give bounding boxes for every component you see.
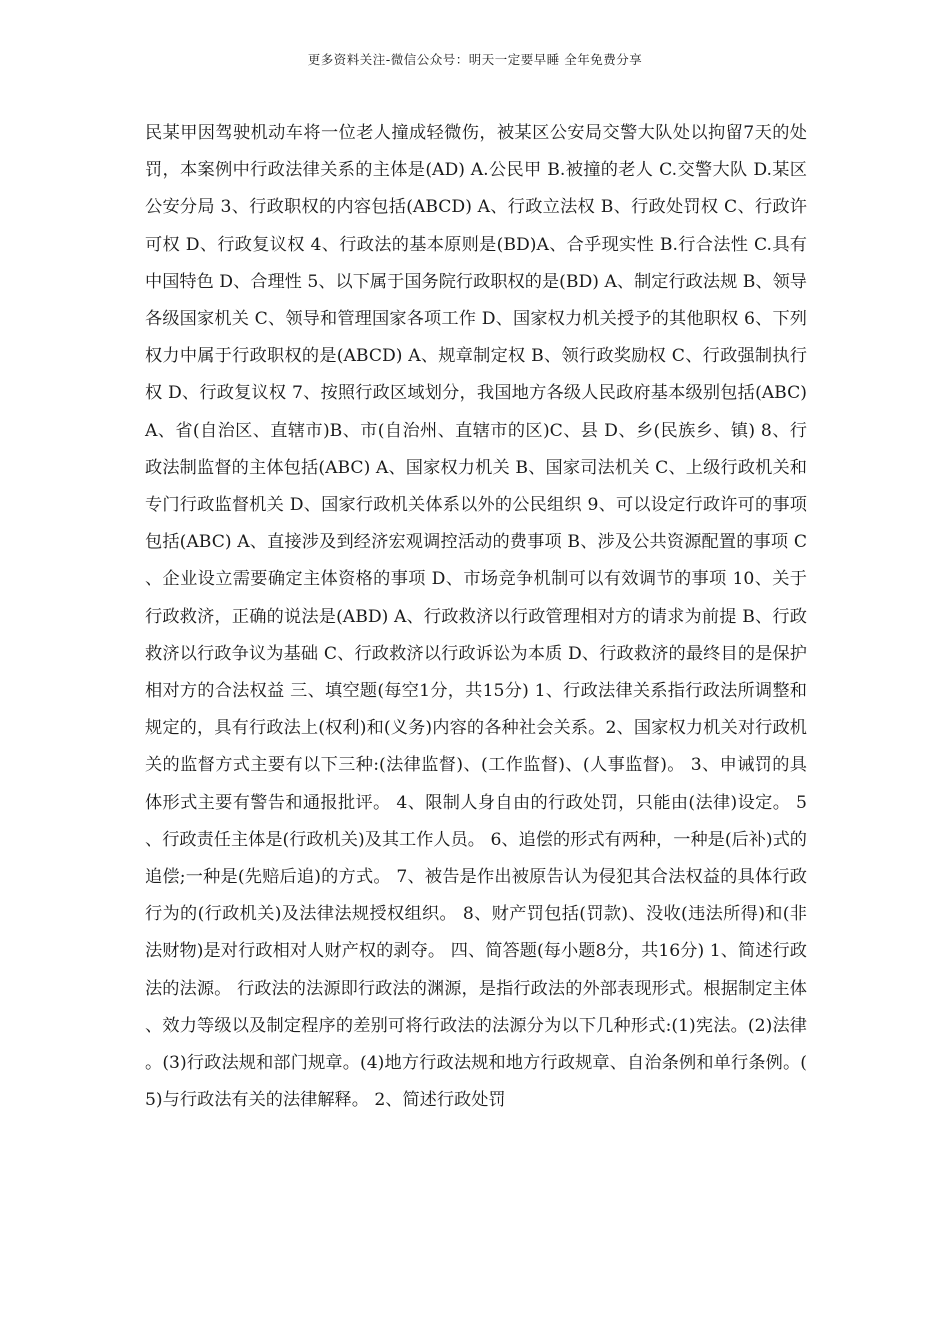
document-body: 民某甲因驾驶机动车将一位老人撞成轻微伤，被某区公安局交警大队处以拘留7天的处罚，本案例中行政法律关系的主体是(AD) A.公民甲 B.被撞的老人 C.交警大队 D.某区公安分局 3、行政职权的内容包括(ABCD) A、行政立法权 B、行政处罚权 C、行政许可权 D、行政复议权 4、行政法的基本原则是(BD)A、合乎现实性 B.行合法性 C.具有中国特色 D、合理性 5、以下属于国务院行政职权的是(BD) A、制定行政法规 B、领导各级国家机关 C、领导和管理国家各项工作 D、国家权力机关授予的其他职权 6、下列权力中属于行政职权的是(ABCD) A、规章制定权 B、领行政奖励权 C、行政强制执行权 D、行政复议权 7、按照行政区域划分，我国地方各级人民政府基本级别包括(ABC) A、省(自治区、直辖市)B、市(自治州、直辖市的区)C、县 D、乡(民族乡、镇) 8、行政法制监督的主体包括(ABC) A、国家权力机关 B、国家司法机关 C、上级行政机关和专门行政监督机关 D、国家行政机关体系以外的公民组织 9、可以设定行政许可的事项包括(ABC) A、直接涉及到经济宏观调控活动的费事项 B、涉及公共资源配置的事项 C、企业设立需要确定主体资格的事项 D、市场竞争机制可以有效调节的事项 10、关于行政救济，正确的说法是(ABD) A、行政救济以行政管理相对方的请求为前提 B、行政救济以行政争议为基础 C、行政救济以行政诉讼为本质 D、行政救济的最终目的是保护相对方的合法权益 三、填空题(每空1分，共15分) 1、行政法律关系指行政法所调整和规定的，具有行政法上(权利)和(义务)内容的各种社会关系。2、国家权力机关对行政机关的监督方式主要有以下三种:(法律监督)、(工作监督)、(人事监督)。 3、申诫罚的具体形式主要有警告和通报批评。 4、限制人身自由的行政处罚，只能由(法律)设定。 5、行政责任主体是(行政机关)及其工作人员。 6、追偿的形式有两种，一种是(后补)式的追偿;一种是(先赔后追)的方式。 7、被告是作出被原告认为侵犯其合法权益的具体行政行为的(行政机关)及法律法规授权组织。 8、财产罚包括(罚款)、没收(违法所得)和(非法财物)是对行政相对人财产权的剥夺。 四、简答题(每小题8分，共16分) 1、简述行政法的法源。 行政法的法源即行政法的渊源，是指行政法的外部表现形式。根据制定主体、效力等级以及制定程序的差别可将行政法的法源分为以下几种形式:(1)宪法。(2)法律。(3)行政法规和部门规章。(4)地方行政法规和地方行政规章、自治条例和单行条例。(5)与行政法有关的法律解释。 2、简述行政处罚 bbox=[145, 123, 807, 1111]
page-header: 更多资料关注-微信公众号：明天一定要早睡 全年免费分享 bbox=[307, 52, 643, 67]
